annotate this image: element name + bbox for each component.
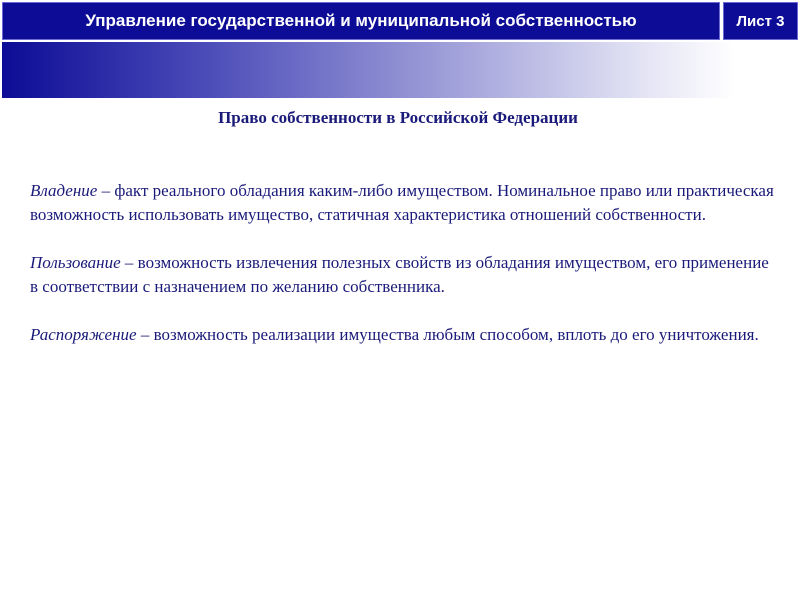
definition-text: – возможность реализации имущества любым способом, вплоть до его уничтожения. (136, 325, 759, 344)
definition-term: Пользование (30, 253, 121, 272)
definition-paragraph (30, 179, 775, 227)
sheet-number: Лист 3 (736, 12, 785, 30)
definition-term: Владение (30, 181, 98, 200)
title-bar (2, 2, 720, 40)
sheet-number-box (723, 2, 798, 40)
gradient-band (2, 42, 798, 98)
slide-header (2, 2, 798, 42)
definition-term: Распоряжение (30, 325, 137, 344)
slide-title: Управление государственной и муниципальной собственностью (85, 11, 637, 30)
definition-text: – факт реального обладания каким-либо имуществом. Номинальное право или практическая возможность использовать имущество, статичная характеристика отношений собственности. (30, 181, 774, 224)
definition-text: – возможность извлечения полезных свойств из обладания имуществом, его применение в соответствии с назначением по желанию собственника. (30, 253, 769, 296)
slide-subtitle: Право собственности в Российской Федерации (218, 108, 578, 127)
definition-paragraph (30, 323, 775, 347)
definition-paragraph (30, 251, 775, 299)
definitions-block (30, 179, 775, 371)
